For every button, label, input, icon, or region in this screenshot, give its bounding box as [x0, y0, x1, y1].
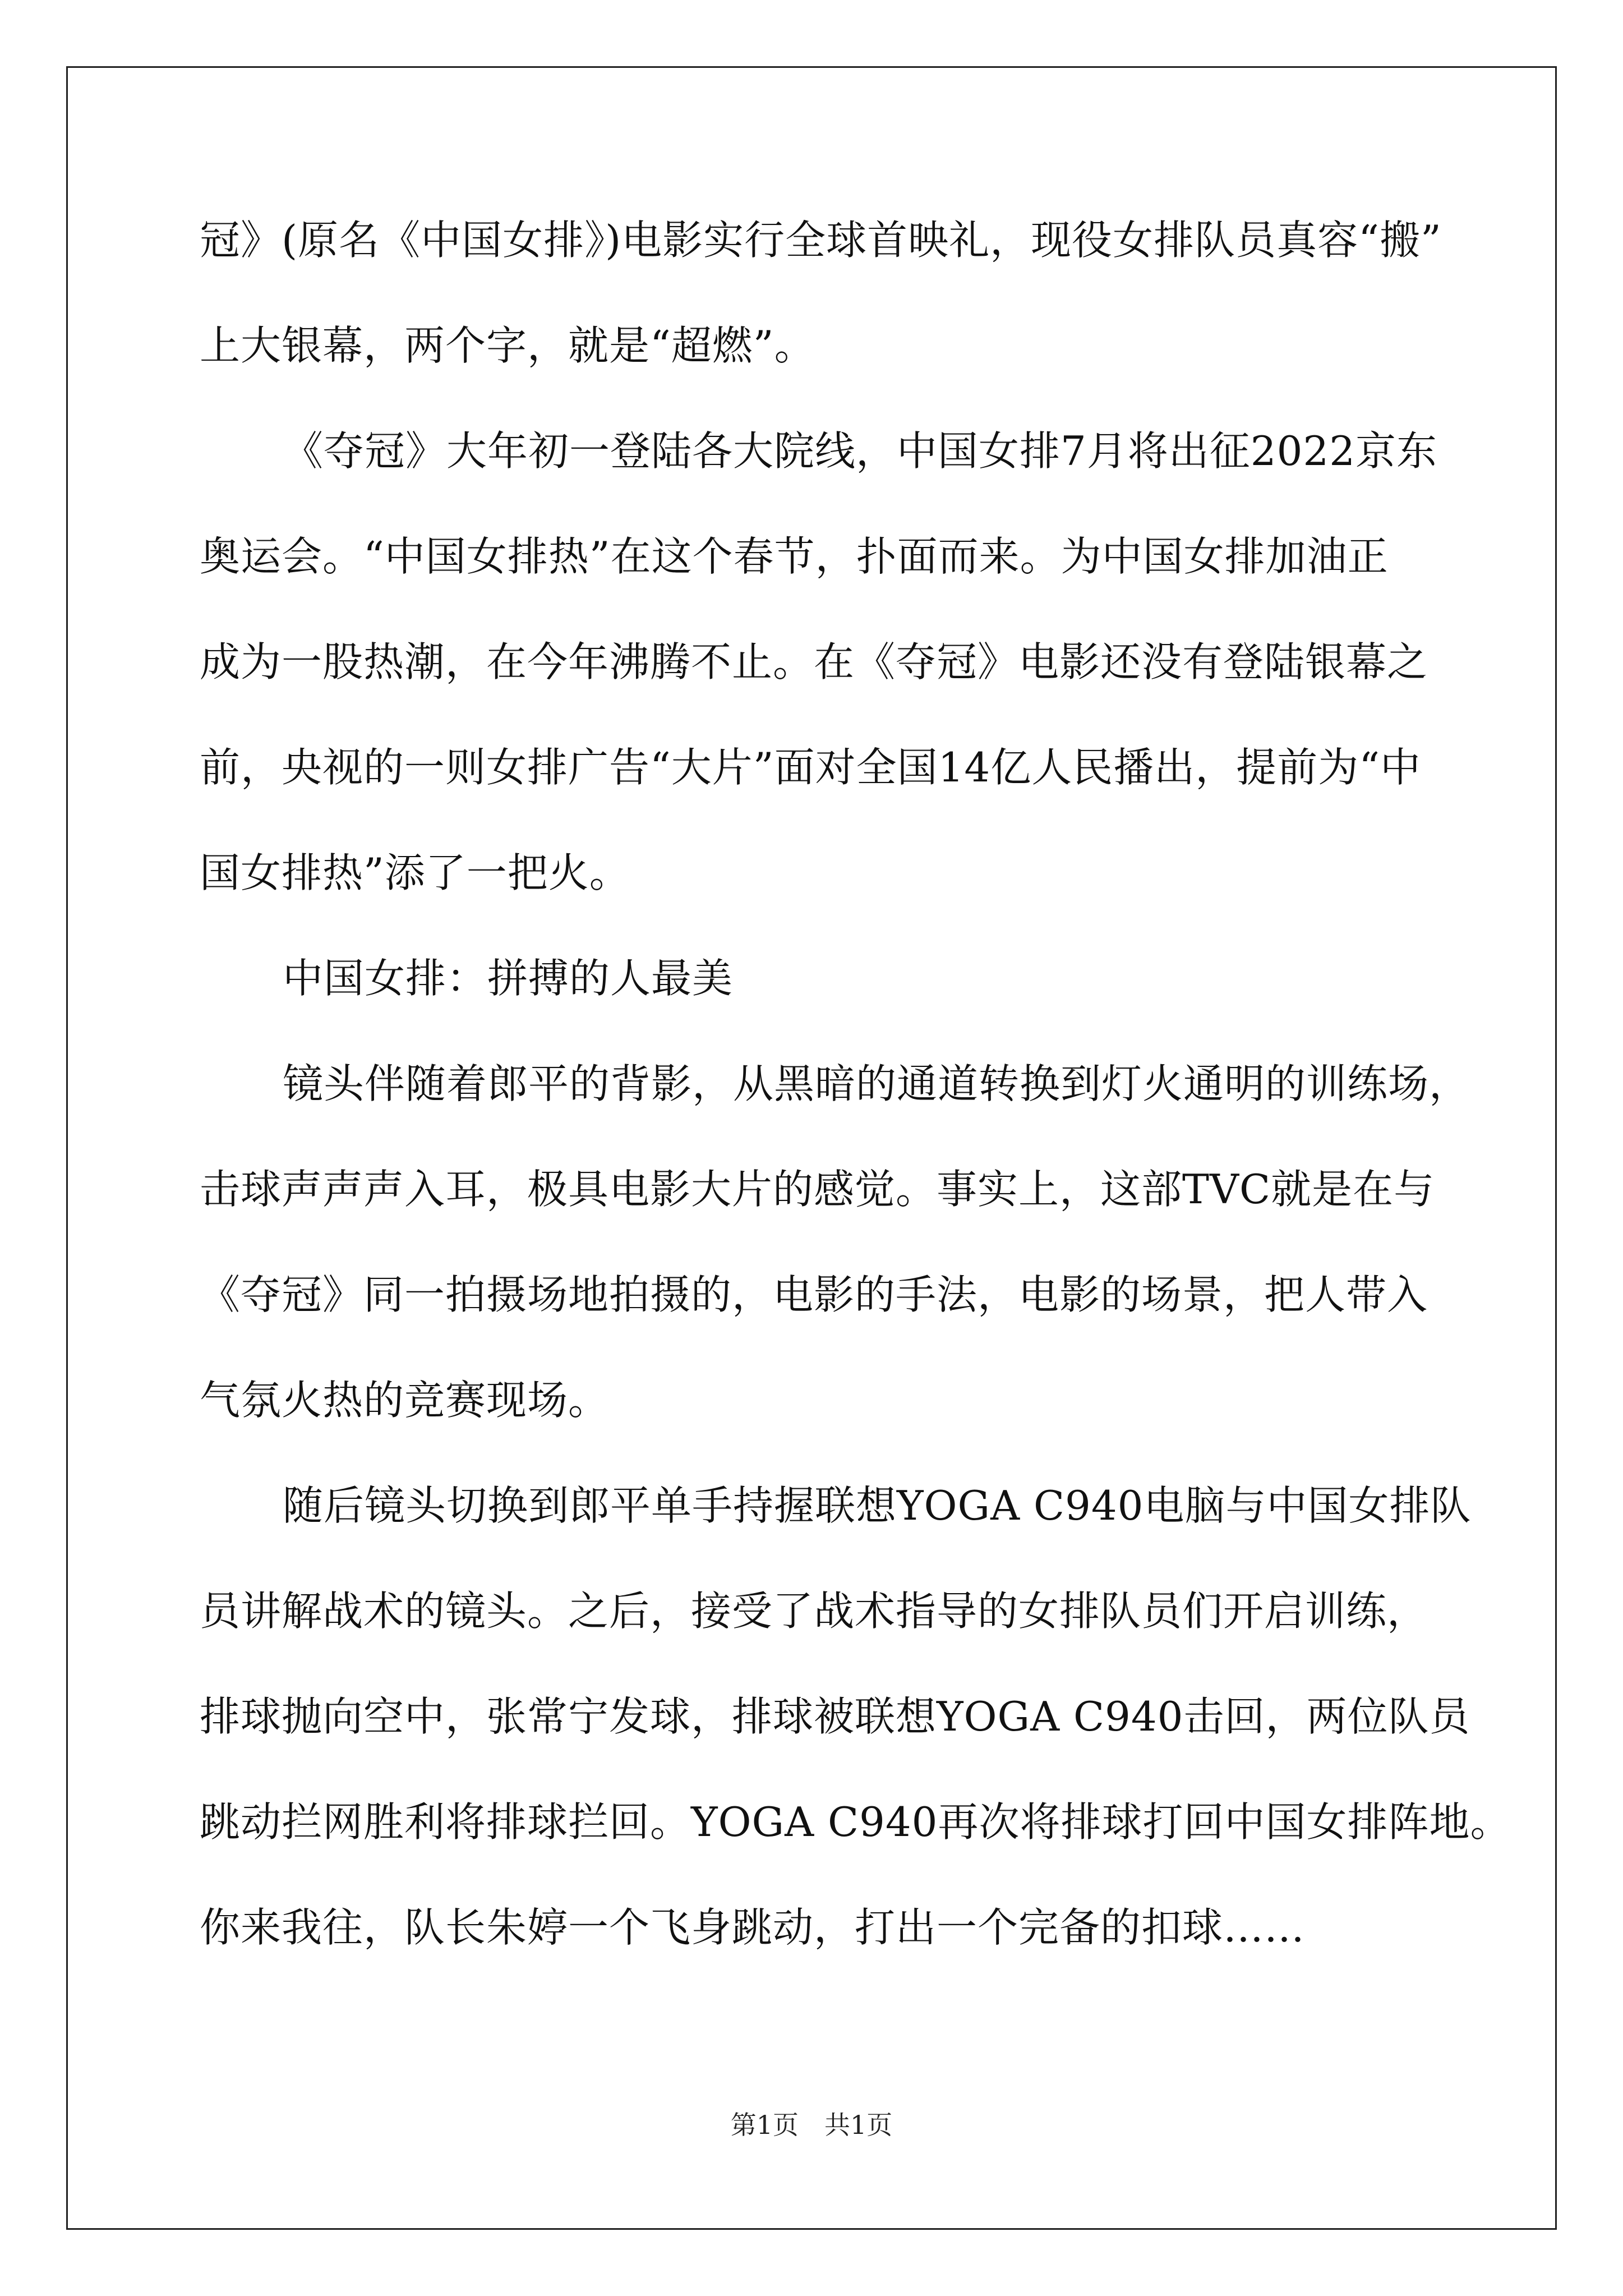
- text-line: 击球声声声入耳，极具电影大片的感觉。事实上，这部TVC就是在与: [200, 1166, 1435, 1213]
- text-line: 国女排热”添了一把火。: [200, 849, 630, 896]
- paragraph-start: 镜头伴随着郎平的背影，从黑暗的通道转换到灯火通明的训练场，: [283, 1060, 1470, 1107]
- text-line: 冠》(原名《中国女排》)电影实行全球首映礼，现役女排队员真容“搬”: [200, 217, 1442, 264]
- page-number-footer: 第1页 共1页: [730, 2110, 893, 2140]
- text-line: 成为一股热潮，在今年沸腾不止。在《夺冠》电影还没有登陆银幕之: [200, 638, 1428, 685]
- text-line: 员讲解战术的镜头。之后，接受了战术指导的女排队员们开启训练，: [200, 1588, 1428, 1635]
- text-line: 跳动拦网胜利将排球拦回。YOGA C940再次将排球打回中国女排阵地。: [200, 1798, 1511, 1846]
- document-body: [200, 213, 1511, 2006]
- text-line: 气氛火热的竞赛现场。: [200, 1377, 610, 1424]
- section-heading: 中国女排：拼搏的人最美: [283, 955, 734, 1002]
- text-line: 前，央视的一则女排广告“大片”面对全国14亿人民播出，提前为“中: [200, 744, 1422, 791]
- text-line: 你来我往，队长朱婷一个飞身跳动，打出一个完备的扣球……: [200, 1904, 1306, 1951]
- text-line: 上大银幕，两个字，就是“超燃”。: [200, 322, 815, 369]
- paragraph-start: 《夺冠》大年初一登陆各大院线，中国女排7月将出征2022京东: [283, 427, 1438, 475]
- text-line: 《夺冠》同一拍摄场地拍摄的，电影的手法，电影的场景，把人带入: [200, 1271, 1428, 1318]
- text-line: 奥运会。“中国女排热”在这个春节，扑面而来。为中国女排加油正: [200, 533, 1389, 580]
- text-line: 排球抛向空中，张常宁发球，排球被联想YOGA C940击回，两位队员: [200, 1693, 1470, 1740]
- paragraph-start: 随后镜头切换到郎平单手持握联想YOGA C940电脑与中国女排队: [283, 1482, 1472, 1529]
